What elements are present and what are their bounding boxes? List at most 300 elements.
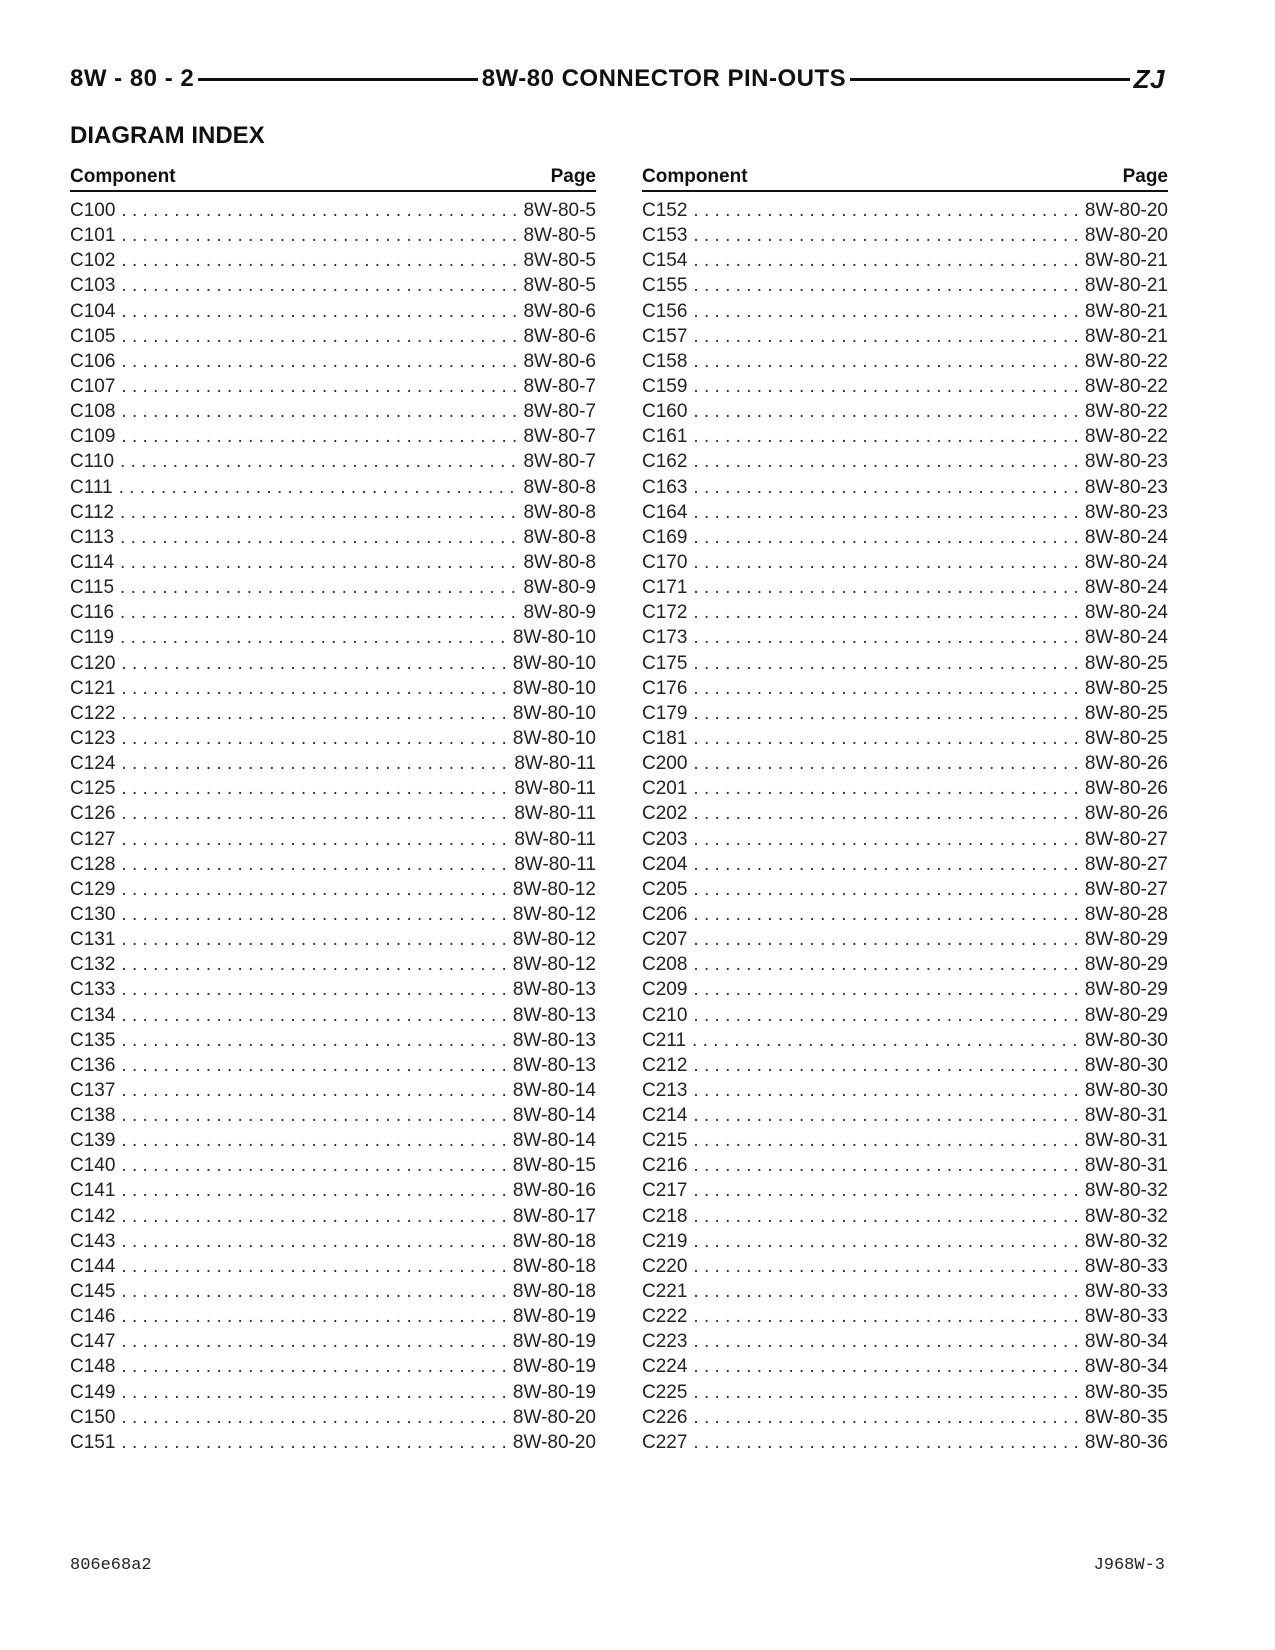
entry-component: C119 [70, 627, 115, 649]
entry-component: C206 [642, 903, 688, 925]
entry-page: 8W-80-22 [1084, 426, 1168, 448]
dot-leader [120, 500, 517, 525]
entry-page: 8W-80-27 [1084, 878, 1168, 900]
entry-component: C121 [70, 677, 116, 699]
index-entry [642, 1380, 1168, 1405]
index-list-right [642, 198, 1168, 1455]
index-entry [70, 852, 596, 877]
index-entry [642, 475, 1168, 500]
entry-component: C156 [642, 300, 688, 322]
index-entry [70, 223, 596, 248]
index-entry [642, 198, 1168, 223]
entry-component: C209 [642, 979, 688, 1001]
component-column-label: Component [70, 166, 176, 187]
entry-component: C217 [642, 1180, 688, 1202]
index-entry [70, 1178, 596, 1203]
index-entry [70, 374, 596, 399]
entry-page: 8W-80-18 [512, 1281, 596, 1303]
dot-leader [693, 1254, 1078, 1279]
entry-component: C157 [642, 325, 688, 347]
index-entry [70, 475, 596, 500]
dot-leader [121, 1028, 506, 1053]
entry-component: C138 [70, 1105, 116, 1127]
entry-page: 8W-80-15 [512, 1155, 596, 1177]
entry-page: 8W-80-21 [1084, 250, 1168, 272]
dot-leader [693, 1153, 1078, 1178]
entry-page: 8W-80-6 [523, 325, 596, 347]
dot-leader [121, 424, 517, 449]
entry-component: C158 [642, 350, 688, 372]
entry-page: 8W-80-24 [1084, 577, 1168, 599]
index-entry [70, 801, 596, 826]
index-entry [642, 324, 1168, 349]
dot-leader [693, 1078, 1078, 1103]
dot-leader [121, 349, 517, 374]
dot-leader [692, 1028, 1079, 1053]
entry-component: C101 [70, 225, 116, 247]
dot-leader [693, 776, 1078, 801]
entry-component: C161 [642, 426, 688, 448]
dot-leader [693, 248, 1078, 273]
entry-component: C107 [70, 375, 116, 397]
entry-page: 8W-80-12 [512, 929, 596, 951]
dot-leader [121, 198, 517, 223]
index-entry [642, 801, 1168, 826]
index-entry [70, 977, 596, 1002]
dot-leader [693, 324, 1078, 349]
index-entry [642, 399, 1168, 424]
dot-leader [121, 977, 506, 1002]
dot-leader [120, 625, 507, 650]
entry-page: 8W-80-14 [512, 1105, 596, 1127]
index-entry [642, 424, 1168, 449]
entry-page: 8W-80-12 [512, 903, 596, 925]
entry-component: C203 [642, 828, 688, 850]
entry-component: C129 [70, 878, 116, 900]
index-entry [70, 248, 596, 273]
entry-component: C105 [70, 325, 116, 347]
index-entry [642, 600, 1168, 625]
dot-leader [121, 952, 506, 977]
entry-page: 8W-80-33 [1084, 1281, 1168, 1303]
entry-page: 8W-80-11 [514, 778, 596, 800]
entry-component: C227 [642, 1431, 688, 1453]
dot-leader [121, 651, 506, 676]
entry-component: C147 [70, 1331, 116, 1353]
index-entry [642, 299, 1168, 324]
dot-leader [693, 399, 1078, 424]
index-entry [70, 1229, 596, 1254]
entry-page: 8W-80-21 [1084, 275, 1168, 297]
dot-leader [693, 827, 1078, 852]
component-column-label: Component [642, 166, 748, 187]
dot-leader [121, 324, 517, 349]
dot-leader [121, 1103, 506, 1128]
index-entry [642, 1078, 1168, 1103]
dot-leader [693, 952, 1078, 977]
dot-leader [121, 273, 517, 298]
entry-component: C212 [642, 1054, 688, 1076]
index-entry [70, 1153, 596, 1178]
dot-leader [121, 801, 508, 826]
dot-leader [121, 1178, 506, 1203]
index-entry [70, 1279, 596, 1304]
index-entry [642, 1128, 1168, 1153]
index-entry [70, 1053, 596, 1078]
entry-page: 8W-80-13 [512, 1054, 596, 1076]
index-entry [642, 1003, 1168, 1028]
dot-leader [693, 1003, 1078, 1028]
index-entry [70, 1103, 596, 1128]
dot-leader [121, 1229, 506, 1254]
entry-component: C113 [70, 526, 115, 548]
entry-page: 8W-80-36 [1084, 1431, 1168, 1453]
entry-component: C103 [70, 275, 116, 297]
page-column-label: Page [1122, 166, 1168, 187]
entry-page: 8W-80-11 [514, 803, 596, 825]
index-entry [70, 1254, 596, 1279]
entry-page: 8W-80-26 [1084, 753, 1168, 775]
entry-page: 8W-80-22 [1084, 375, 1168, 397]
dot-leader [693, 575, 1078, 600]
index-entry [70, 751, 596, 776]
entry-component: C135 [70, 1029, 116, 1051]
entry-page: 8W-80-34 [1084, 1331, 1168, 1353]
entry-page: 8W-80-7 [523, 426, 596, 448]
index-entry [642, 223, 1168, 248]
index-entry [642, 1204, 1168, 1229]
dot-leader [121, 1354, 506, 1379]
entry-page: 8W-80-30 [1084, 1079, 1168, 1101]
entry-page: 8W-80-30 [1084, 1029, 1168, 1051]
entry-component: C114 [70, 551, 115, 573]
entry-page: 8W-80-12 [512, 954, 596, 976]
entry-component: C155 [642, 275, 688, 297]
entry-page: 8W-80-10 [512, 627, 596, 649]
dot-leader [693, 299, 1078, 324]
entry-component: C125 [70, 778, 116, 800]
entry-component: C170 [642, 551, 688, 573]
entry-component: C218 [642, 1205, 688, 1227]
entry-component: C127 [70, 828, 116, 850]
entry-component: C169 [642, 526, 688, 548]
index-entry [642, 1103, 1168, 1128]
entry-component: C202 [642, 803, 688, 825]
dot-leader [120, 600, 517, 625]
entry-page: 8W-80-25 [1084, 677, 1168, 699]
entry-component: C120 [70, 652, 116, 674]
index-entry [70, 1204, 596, 1229]
entry-component: C216 [642, 1155, 688, 1177]
index-entry [642, 676, 1168, 701]
index-entry [642, 1028, 1168, 1053]
index-entry [70, 273, 596, 298]
index-column-left [70, 160, 596, 1455]
entry-page: 8W-80-8 [523, 551, 596, 573]
dot-leader [693, 1354, 1078, 1379]
entry-component: C102 [70, 250, 116, 272]
entry-page: 8W-80-31 [1084, 1130, 1168, 1152]
entry-page: 8W-80-13 [512, 979, 596, 1001]
index-entry [642, 902, 1168, 927]
entry-page: 8W-80-14 [512, 1130, 596, 1152]
entry-component: C152 [642, 200, 688, 221]
index-entry [642, 952, 1168, 977]
entry-component: C128 [70, 853, 116, 875]
entry-page: 8W-80-8 [523, 476, 596, 498]
dot-leader [121, 299, 517, 324]
entry-component: C159 [642, 375, 688, 397]
entry-component: C211 [642, 1029, 687, 1051]
entry-component: C154 [642, 250, 688, 272]
entry-component: C106 [70, 350, 116, 372]
dot-leader [121, 1304, 506, 1329]
index-entry [642, 701, 1168, 726]
entry-component: C111 [70, 476, 113, 498]
dot-leader [121, 1329, 506, 1354]
index-entry [642, 575, 1168, 600]
dot-leader [693, 801, 1078, 826]
entry-component: C122 [70, 702, 116, 724]
dot-leader [693, 877, 1078, 902]
dot-leader [693, 1304, 1078, 1329]
dot-leader [120, 449, 517, 474]
column-header-right [642, 160, 1168, 192]
entry-component: C210 [642, 1004, 688, 1026]
entry-component: C164 [642, 501, 688, 523]
entry-component: C171 [642, 577, 688, 599]
entry-component: C163 [642, 476, 688, 498]
index-entry [642, 1304, 1168, 1329]
entry-page: 8W-80-6 [523, 300, 596, 322]
entry-page: 8W-80-18 [512, 1230, 596, 1252]
entry-component: C123 [70, 727, 116, 749]
entry-page: 8W-80-6 [523, 350, 596, 372]
entry-page: 8W-80-32 [1084, 1230, 1168, 1252]
entry-page: 8W-80-27 [1084, 828, 1168, 850]
entry-page: 8W-80-33 [1084, 1306, 1168, 1328]
index-entry [642, 1329, 1168, 1354]
entry-page: 8W-80-5 [523, 200, 596, 221]
entry-component: C226 [642, 1406, 688, 1428]
entry-page: 8W-80-11 [514, 753, 596, 775]
footer-doc-code: J968W-3 [1093, 1556, 1165, 1575]
index-entry [642, 273, 1168, 298]
index-entry [70, 1028, 596, 1053]
entry-page: 8W-80-10 [512, 702, 596, 724]
index-entry [642, 827, 1168, 852]
entry-page: 8W-80-34 [1084, 1356, 1168, 1378]
index-entry [70, 1380, 596, 1405]
dot-leader [693, 223, 1078, 248]
dot-leader [121, 852, 508, 877]
entry-page: 8W-80-31 [1084, 1105, 1168, 1127]
index-entry [642, 500, 1168, 525]
footer-image-code: 806e68a2 [70, 1556, 152, 1575]
index-entry [642, 248, 1168, 273]
entry-page: 8W-80-20 [1084, 225, 1168, 247]
entry-component: C137 [70, 1079, 116, 1101]
index-entry [642, 726, 1168, 751]
entry-component: C148 [70, 1356, 116, 1378]
index-entry [642, 525, 1168, 550]
dot-leader [693, 449, 1078, 474]
index-entry [642, 1053, 1168, 1078]
index-entry [642, 374, 1168, 399]
index-entry [70, 1128, 596, 1153]
entry-component: C207 [642, 929, 688, 951]
dot-leader [693, 1380, 1078, 1405]
entry-component: C140 [70, 1155, 116, 1177]
dot-leader [120, 550, 517, 575]
entry-page: 8W-80-24 [1084, 551, 1168, 573]
index-column-right [642, 160, 1168, 1455]
index-entry [70, 399, 596, 424]
page-header [70, 62, 1165, 96]
dot-leader [693, 475, 1078, 500]
entry-page: 8W-80-19 [512, 1356, 596, 1378]
entry-page: 8W-80-28 [1084, 903, 1168, 925]
column-header-left [70, 160, 596, 192]
entry-component: C225 [642, 1381, 688, 1403]
entry-page: 8W-80-24 [1084, 627, 1168, 649]
entry-page: 8W-80-25 [1084, 652, 1168, 674]
dot-leader [121, 399, 517, 424]
entry-component: C143 [70, 1230, 116, 1252]
index-entry [642, 1178, 1168, 1203]
entry-page: 8W-80-20 [512, 1431, 596, 1453]
index-entry [70, 299, 596, 324]
entry-component: C160 [642, 401, 688, 423]
page-column-label: Page [550, 166, 596, 187]
entry-page: 8W-80-13 [512, 1004, 596, 1026]
entry-page: 8W-80-5 [523, 275, 596, 297]
entry-component: C142 [70, 1205, 116, 1227]
entry-page: 8W-80-35 [1084, 1381, 1168, 1403]
entry-page: 8W-80-20 [1084, 200, 1168, 221]
entry-page: 8W-80-24 [1084, 526, 1168, 548]
index-entry [70, 1304, 596, 1329]
entry-component: C134 [70, 1004, 116, 1026]
entry-component: C172 [642, 602, 688, 624]
dot-leader [693, 198, 1078, 223]
entry-page: 8W-80-29 [1084, 929, 1168, 951]
entry-page: 8W-80-10 [512, 652, 596, 674]
dot-leader [121, 776, 508, 801]
index-entry [642, 550, 1168, 575]
dot-leader [693, 1430, 1078, 1455]
dot-leader [120, 575, 517, 600]
dot-leader [121, 751, 508, 776]
dot-leader [121, 676, 506, 701]
entry-page: 8W-80-8 [523, 526, 596, 548]
dot-leader [121, 1380, 506, 1405]
dot-leader [121, 902, 506, 927]
entry-component: C205 [642, 878, 688, 900]
dot-leader [693, 1053, 1078, 1078]
index-entry [70, 550, 596, 575]
dot-leader [693, 852, 1078, 877]
entry-page: 8W-80-23 [1084, 451, 1168, 473]
entry-page: 8W-80-27 [1084, 853, 1168, 875]
index-entry [642, 927, 1168, 952]
index-entry [642, 1229, 1168, 1254]
entry-page: 8W-80-7 [523, 451, 596, 473]
entry-component: C151 [70, 1431, 116, 1453]
dot-leader [121, 223, 517, 248]
entry-component: C109 [70, 426, 116, 448]
index-entry [70, 1354, 596, 1379]
dot-leader [693, 500, 1078, 525]
entry-page: 8W-80-29 [1084, 1004, 1168, 1026]
index-entry [642, 776, 1168, 801]
index-entry [70, 525, 596, 550]
header-rule-right [850, 78, 1130, 81]
entry-component: C215 [642, 1130, 688, 1152]
dot-leader [121, 1430, 506, 1455]
entry-component: C131 [70, 929, 116, 951]
dot-leader [693, 424, 1078, 449]
entry-component: C200 [642, 753, 688, 775]
index-list-left [70, 198, 596, 1455]
entry-page: 8W-80-5 [523, 250, 596, 272]
index-entry [70, 952, 596, 977]
entry-component: C112 [70, 501, 115, 523]
index-entry [642, 449, 1168, 474]
index-entry [70, 1430, 596, 1455]
dot-leader [693, 902, 1078, 927]
dot-leader [693, 676, 1078, 701]
entry-component: C204 [642, 853, 688, 875]
index-entry [70, 500, 596, 525]
dot-leader [121, 1204, 506, 1229]
model-code: ZJ [1133, 63, 1165, 94]
entry-page: 8W-80-23 [1084, 501, 1168, 523]
entry-page: 8W-80-5 [523, 225, 596, 247]
index-entry [642, 1153, 1168, 1178]
entry-component: C126 [70, 803, 116, 825]
dot-leader [121, 726, 506, 751]
page-title: 8W-80 CONNECTOR PIN-OUTS [481, 65, 847, 92]
entry-component: C162 [642, 451, 688, 473]
dot-leader [693, 651, 1078, 676]
dot-leader [693, 1405, 1078, 1430]
entry-page: 8W-80-11 [514, 853, 596, 875]
entry-component: C219 [642, 1230, 688, 1252]
entry-component: C201 [642, 778, 688, 800]
index-entry [642, 1354, 1168, 1379]
index-entry [70, 1078, 596, 1103]
entry-component: C221 [642, 1281, 688, 1303]
entry-component: C132 [70, 954, 116, 976]
entry-component: C220 [642, 1255, 688, 1277]
entry-page: 8W-80-10 [512, 727, 596, 749]
dot-leader [121, 1279, 506, 1304]
entry-page: 8W-80-10 [512, 677, 596, 699]
index-entry [642, 977, 1168, 1002]
index-entry [70, 349, 596, 374]
dot-leader [693, 525, 1078, 550]
dot-leader [693, 751, 1078, 776]
dot-leader [693, 600, 1078, 625]
entry-page: 8W-80-7 [523, 375, 596, 397]
entry-page: 8W-80-35 [1084, 1406, 1168, 1428]
entry-page: 8W-80-32 [1084, 1180, 1168, 1202]
index-entry [70, 1405, 596, 1430]
index-entry [70, 600, 596, 625]
dot-leader [693, 1204, 1078, 1229]
entry-component: C149 [70, 1381, 116, 1403]
